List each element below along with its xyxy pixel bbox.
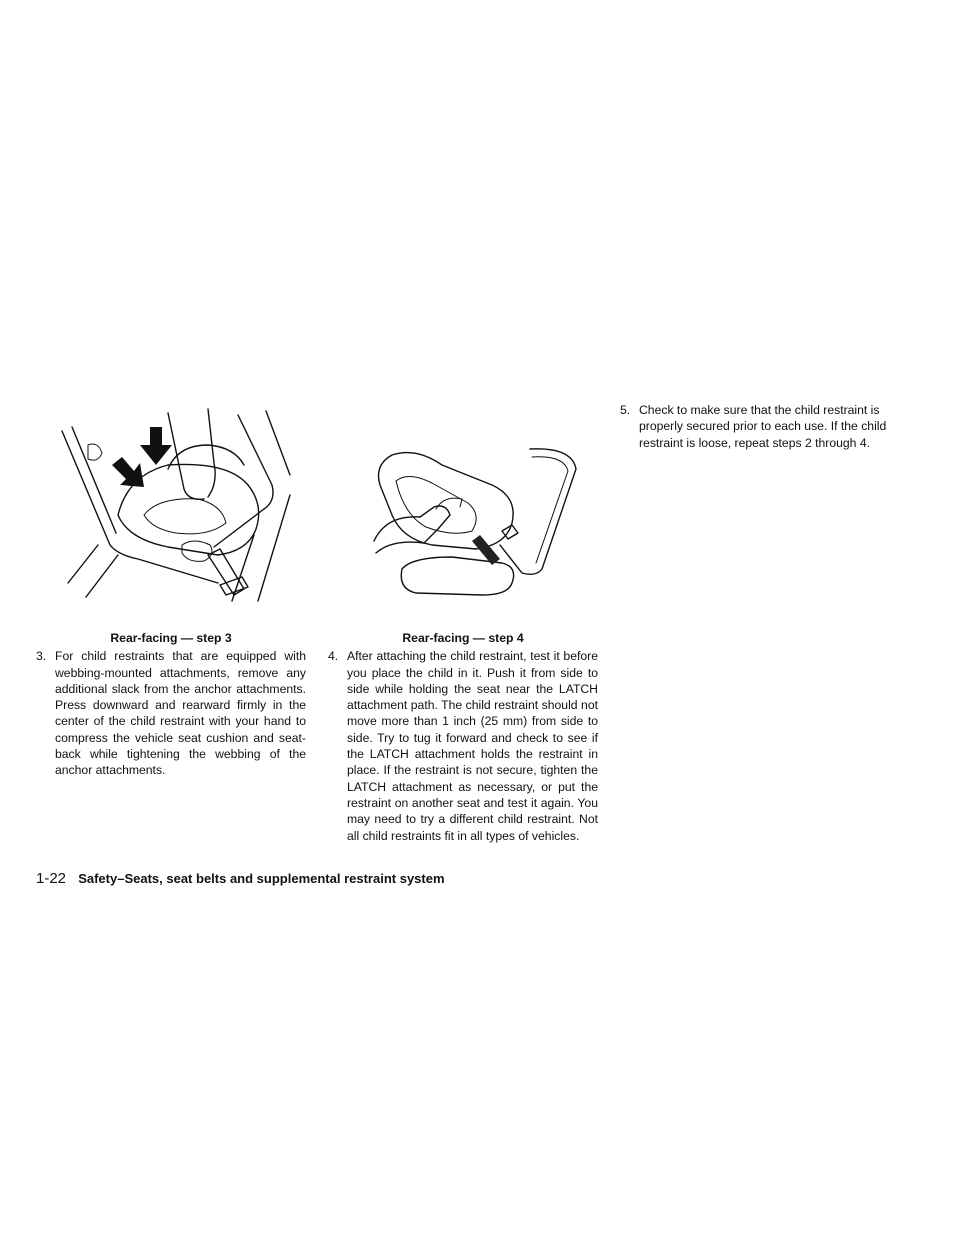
column-left [36, 630, 306, 779]
step-number: 4. [328, 649, 339, 664]
page-number: 1-22 [36, 870, 67, 887]
step-number: 3. [36, 649, 47, 664]
column-right [620, 402, 890, 451]
section-title: Safety–Seats, seat belts and supplemental restraint system [78, 871, 445, 886]
step-number: 5. [620, 403, 631, 417]
step-5 [620, 402, 890, 451]
figure-rear-facing-step-3 [58, 405, 298, 605]
figure-rear-facing-step-4 [372, 445, 580, 605]
step-text: After attaching the child restraint, test it before you place the child in it. Push it from side to side while holding the seat near the LATCH attachment path. The child restraint should not move more than 1 inch (25 mm) from side to side. Try to tug it forward and check to see if the LATCH attachment holds the restraint in place. If the restraint is not secure, tighten the LATCH attachment as necessary, or put the restraint on another seat and test it again. You may need to try a different child restraint. Not all child restraints fit in all types of vehicles. [347, 649, 598, 843]
rear-facing-step-4-illustration [372, 445, 580, 605]
step-4 [328, 648, 598, 844]
step-text: For child restraints that are equipped with webbing-mounted attachments, remove any additional slack from the anchor attachments. Press downward and rearward firmly in the center of the child restraint with your hand to compress the vehicle seat cushion and seat-back while tightening the webbing of the anchor attachments. [55, 649, 306, 778]
rear-facing-step-3-illustration [58, 405, 298, 605]
page-footer [36, 870, 445, 887]
figure-caption-step-3: Rear-facing — step 3 [110, 631, 232, 645]
step-text: Check to make sure that the child restraint is properly secured prior to each use. If the child restraint is loose, repeat steps 2 through 4. [639, 403, 887, 450]
figure-caption-step-4: Rear-facing — step 4 [402, 631, 524, 645]
step-3 [36, 648, 306, 778]
column-middle [328, 630, 598, 844]
